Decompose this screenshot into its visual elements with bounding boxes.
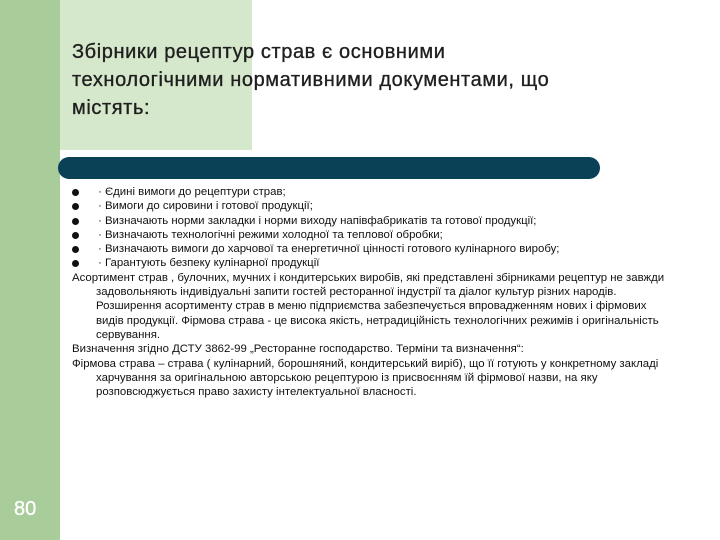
page-number: 80 bbox=[14, 498, 37, 520]
bullet-dot-icon bbox=[72, 246, 79, 253]
slide-title bbox=[72, 38, 692, 122]
bullet-item bbox=[72, 242, 672, 256]
bullet-text: · Єдині вимоги до рецептури страв; bbox=[98, 186, 286, 198]
definition-paragraph bbox=[72, 357, 672, 400]
title-line: технологічними нормативними документами, що bbox=[72, 69, 550, 91]
bullet-item bbox=[72, 214, 672, 228]
bullet-text: · Визначають вимоги до харчової та енергетичної цінності готового кулінарного виробу; bbox=[98, 243, 560, 256]
bullet-item bbox=[72, 228, 672, 242]
bullet-dot-icon bbox=[72, 189, 79, 196]
bullet-dot-icon bbox=[72, 232, 79, 239]
slide-body bbox=[72, 185, 672, 399]
bullet-item bbox=[72, 199, 672, 213]
bullet-dot-icon bbox=[72, 203, 79, 210]
bullet-text: · Визначають норми закладки і норми виходу напівфабрикатів та готової продукції; bbox=[98, 214, 537, 227]
bullet-item bbox=[72, 256, 672, 270]
bullet-text: · Визначають технологічні режими холодної та теплової обробки; bbox=[98, 228, 443, 241]
bullet-text: · Гарантують безпеку кулінарної продукції bbox=[98, 257, 320, 270]
bullet-dot-icon bbox=[72, 218, 79, 225]
assortment-paragraph bbox=[72, 271, 672, 342]
title-line: містять: bbox=[72, 97, 151, 119]
definition-heading bbox=[72, 342, 672, 356]
paragraph-text: Фірмова страва – страва ( кулінарний, борошняний, кондитерський виріб), що її готують у конкретному закладі харчування за оригінальною авторською рецептурою із присвоєнням їй фірмової назви, на яку розповсюджується право захисту інтелектуальної власності. bbox=[72, 357, 659, 399]
bullet-dot-icon bbox=[72, 260, 79, 267]
title-line: Збірники рецептур страв є основними bbox=[72, 41, 446, 63]
sidebar-dark-band bbox=[0, 0, 60, 540]
paragraph-text: Визначення згідно ДСТУ 3862-99 „Ресторанне господарство. Терміни та визначення“: bbox=[72, 343, 524, 356]
paragraph-text: Асортимент страв , булочних, мучних і кондитерських виробів, які представлені збірниками рецептур не завжди задовольняють індивідуальні запити гостей ресторанної індустрії та діалог культур різних народів. Розширення асортименту страв в меню підприємства забезпечується впровадженням нових і фірмових видів продукції. Фірмова страва - це висока якість, нетрадиційність технологічних режимів і оригінальність сервування. bbox=[72, 271, 665, 341]
divider-bar bbox=[58, 157, 600, 179]
bullet-text: · Вимоги до сировини і готової продукції; bbox=[98, 200, 313, 213]
bullet-item bbox=[72, 185, 672, 199]
